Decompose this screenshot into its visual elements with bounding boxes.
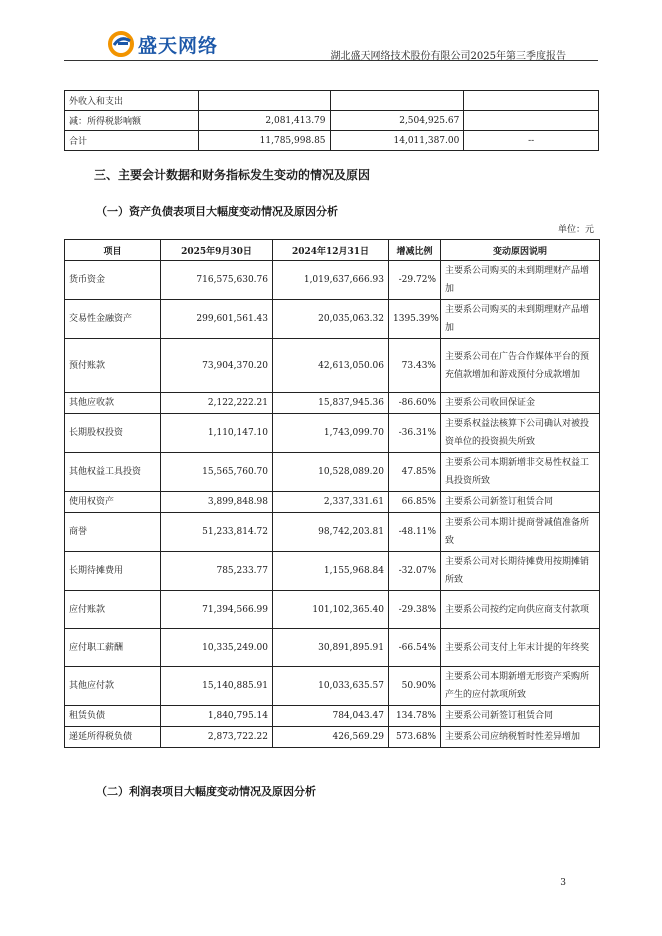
row-value-2024: 101,102,365.40 (273, 591, 389, 629)
row-change-pct: -29.38% (389, 591, 441, 629)
table-row (65, 552, 600, 591)
row-value-2024: 15,837,945.36 (273, 393, 389, 414)
header-divider (64, 60, 598, 61)
row-value-2025: 15,565,760.70 (161, 453, 273, 492)
top-row-current: 2,081,413.79 (198, 111, 330, 131)
row-reason: 主要系公司本期新增非交易性权益工具投资所致 (441, 453, 600, 492)
row-change-pct: -36.31% (389, 414, 441, 453)
row-value-2025: 1,840,795.14 (161, 706, 273, 727)
row-item: 其他应收款 (65, 393, 161, 414)
top-row-label: 合计 (65, 131, 199, 151)
row-reason: 主要系公司收回保证金 (441, 393, 600, 414)
col-header-reason: 变动原因说明 (441, 240, 600, 261)
col-header-item: 项目 (65, 240, 161, 261)
table-row (65, 453, 600, 492)
row-item: 其他应付款 (65, 667, 161, 706)
table-row (65, 591, 600, 629)
col-header-2024: 2024年12月31日 (273, 240, 389, 261)
top-row-current: 11,785,998.85 (198, 131, 330, 151)
row-value-2024: 20,035,063.32 (273, 300, 389, 339)
row-value-2025: 10,335,249.00 (161, 629, 273, 667)
top-row-ytd (330, 91, 464, 111)
col-header-change-pct: 增减比例 (389, 240, 441, 261)
row-item: 其他权益工具投资 (65, 453, 161, 492)
row-value-2025: 2,122,222.21 (161, 393, 273, 414)
row-value-2025: 71,394,566.99 (161, 591, 273, 629)
row-item: 应付职工薪酬 (65, 629, 161, 667)
top-row-ytd: 2,504,925.67 (330, 111, 464, 131)
row-value-2025: 51,233,814.72 (161, 513, 273, 552)
row-value-2024: 1,019,637,666.93 (273, 261, 389, 300)
row-value-2025: 785,233.77 (161, 552, 273, 591)
table-header-row (65, 240, 600, 261)
row-reason: 主要系公司对长期待摊费用按期摊销所致 (441, 552, 600, 591)
balance-sheet-changes-table (64, 239, 600, 748)
row-change-pct: -48.11% (389, 513, 441, 552)
row-change-pct: 66.85% (389, 492, 441, 513)
col-header-2025: 2025年9月30日 (161, 240, 273, 261)
row-value-2024: 784,043.47 (273, 706, 389, 727)
non-recurring-items-table (64, 90, 599, 151)
table-row (65, 393, 600, 414)
row-item: 货币资金 (65, 261, 161, 300)
logo-text: 盛天网络 (138, 34, 219, 57)
table-row (65, 727, 600, 748)
top-row-note: -- (464, 131, 599, 151)
table-row (65, 513, 600, 552)
row-item: 长期待摊费用 (65, 552, 161, 591)
row-reason: 主要系公司本期新增无形资产采购所产生的应付款项所致 (441, 667, 600, 706)
row-value-2024: 42,613,050.06 (273, 339, 389, 393)
table-row (65, 629, 600, 667)
row-change-pct: 73.43% (389, 339, 441, 393)
row-change-pct: 134.78% (389, 706, 441, 727)
row-value-2025: 15,140,885.91 (161, 667, 273, 706)
table-row (65, 414, 600, 453)
table-row (65, 492, 600, 513)
row-reason: 主要系公司购买的未到期理财产品增加 (441, 261, 600, 300)
row-value-2024: 1,155,968.84 (273, 552, 389, 591)
table-row (65, 339, 600, 393)
row-item: 递延所得税负债 (65, 727, 161, 748)
row-value-2025: 716,575,630.76 (161, 261, 273, 300)
top-row-note (464, 91, 599, 111)
row-change-pct: -32.07% (389, 552, 441, 591)
company-logo (108, 30, 218, 58)
top-row-label: 外收入和支出 (65, 91, 199, 111)
row-value-2025: 2,873,722.22 (161, 727, 273, 748)
row-value-2025: 73,904,370.20 (161, 339, 273, 393)
top-row-note (464, 111, 599, 131)
row-value-2024: 426,569.29 (273, 727, 389, 748)
row-change-pct: 573.68% (389, 727, 441, 748)
table-row (65, 706, 600, 727)
row-reason: 主要系公司新签订租赁合同 (441, 706, 600, 727)
top-row-current (198, 91, 330, 111)
row-value-2024: 10,528,089.20 (273, 453, 389, 492)
section-3-1-title: （一）资产负债表项目大幅度变动情况及原因分析 (96, 205, 338, 218)
section-3-title: 三、主要会计数据和财务指标发生变动的情况及原因 (94, 168, 371, 182)
row-item: 使用权资产 (65, 492, 161, 513)
row-change-pct: -66.54% (389, 629, 441, 667)
top-row-label: 减：所得税影响额 (65, 111, 199, 131)
row-change-pct: 47.85% (389, 453, 441, 492)
row-value-2024: 98,742,203.81 (273, 513, 389, 552)
page-number: 3 (560, 878, 566, 888)
row-item: 长期股权投资 (65, 414, 161, 453)
row-reason: 主要系权益法核算下公司确认对被投资单位的投资损失所致 (441, 414, 600, 453)
row-item: 商誉 (65, 513, 161, 552)
row-value-2024: 1,743,099.70 (273, 414, 389, 453)
row-item: 交易性金融资产 (65, 300, 161, 339)
row-change-pct: 50.90% (389, 667, 441, 706)
unit-label: 单位：元 (557, 225, 594, 235)
table-row (65, 300, 600, 339)
row-value-2024: 10,033,635.57 (273, 667, 389, 706)
logo-mark-icon (108, 31, 134, 57)
row-item: 预付账款 (65, 339, 161, 393)
row-value-2024: 2,337,331.61 (273, 492, 389, 513)
table-row (65, 667, 600, 706)
row-change-pct: -86.60% (389, 393, 441, 414)
row-value-2024: 30,891,895.91 (273, 629, 389, 667)
row-change-pct: -29.72% (389, 261, 441, 300)
table-row (65, 111, 599, 131)
row-reason: 主要系公司新签订租赁合同 (441, 492, 600, 513)
row-reason: 主要系公司按约定向供应商支付款项 (441, 591, 600, 629)
table-row (65, 91, 599, 111)
row-reason: 主要系公司在广告合作媒体平台的预充值款增加和游戏预付分成款增加 (441, 339, 600, 393)
top-row-ytd: 14,011,387.00 (330, 131, 464, 151)
row-item: 应付账款 (65, 591, 161, 629)
row-reason: 主要系公司本期计提商誉减值准备所致 (441, 513, 600, 552)
section-3-2-title: （二）利润表项目大幅度变动情况及原因分析 (96, 785, 316, 798)
row-value-2025: 299,601,561.43 (161, 300, 273, 339)
table-row (65, 261, 600, 300)
table-row (65, 131, 599, 151)
row-item: 租赁负债 (65, 706, 161, 727)
row-change-pct: 1395.39% (389, 300, 441, 339)
row-reason: 主要系公司应纳税暂时性差异增加 (441, 727, 600, 748)
row-value-2025: 1,110,147.10 (161, 414, 273, 453)
row-value-2025: 3,899,848.98 (161, 492, 273, 513)
report-header-title: 湖北盛天网络技术股份有限公司2025年第三季度报告 (330, 51, 566, 62)
row-reason: 主要系公司支付上年末计提的年终奖 (441, 629, 600, 667)
row-reason: 主要系公司购买的未到期理财产品增加 (441, 300, 600, 339)
